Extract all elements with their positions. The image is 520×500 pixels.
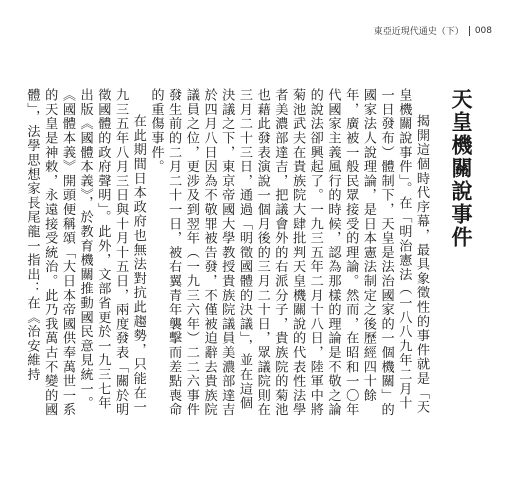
page-number: 008 bbox=[474, 25, 492, 36]
body-text bbox=[23, 88, 430, 418]
paragraph-2: 在此期間日本政府也無法對抗此趨勢，只能在一九三五年八月三日與十月十五日，兩度發表「關於明徵國體的政府聲明」。此外，文部省更於一九三七年出版《國體本義》，於教育機關推動國民意見統一。《國體本義》開頭便稱頌「大日本帝國供奉萬世一系的天皇是神敕，永遠接受統治。此乃我萬古不變的國體」，法學思想家長尾龍一指出：在《治安維持 bbox=[24, 88, 146, 417]
header-divider bbox=[469, 26, 470, 36]
running-header bbox=[374, 24, 492, 37]
book-title: 東亞近現代通史（下） bbox=[373, 27, 464, 37]
section-title: 天皇機關說事件 bbox=[449, 88, 473, 249]
paragraph-1: 揭開這個時代序幕，最具象徵性的事件就是「天皇機關說事件」。在「明治憲法（一八八九年二月十一日發布）體制下，天皇是法治國家的一個機關」的國家法人說理論，是日本憲法制定之後歷經四十餘年，廣被一般民眾接受的理論。然而，在昭和一〇年代國家主義風行的時候，認為那樣的理論是不敬之論的說法卻興起了。一九三五年二月十八日，陸軍中將菊池武夫在貴族院大肆批判天皇機關說的代表性法學者美濃部達吉，把議會外的右派分子，貴族院的菊池也藉此發表演說一個月後的三月二十日，眾議院則在三月二十三日，通過「明徵國體的決議」，並在這個決議之下，東京帝國大學教授貴族院議員美濃部達吉於四月八日因為不敬罪被告發，不僅被迫辭去貴族院議員之位，更涉及到翌年（一九三六年）二二六事件發生前的二月二十一日，被右翼青年襲擊而差點喪命的重傷事件。 bbox=[148, 88, 429, 417]
